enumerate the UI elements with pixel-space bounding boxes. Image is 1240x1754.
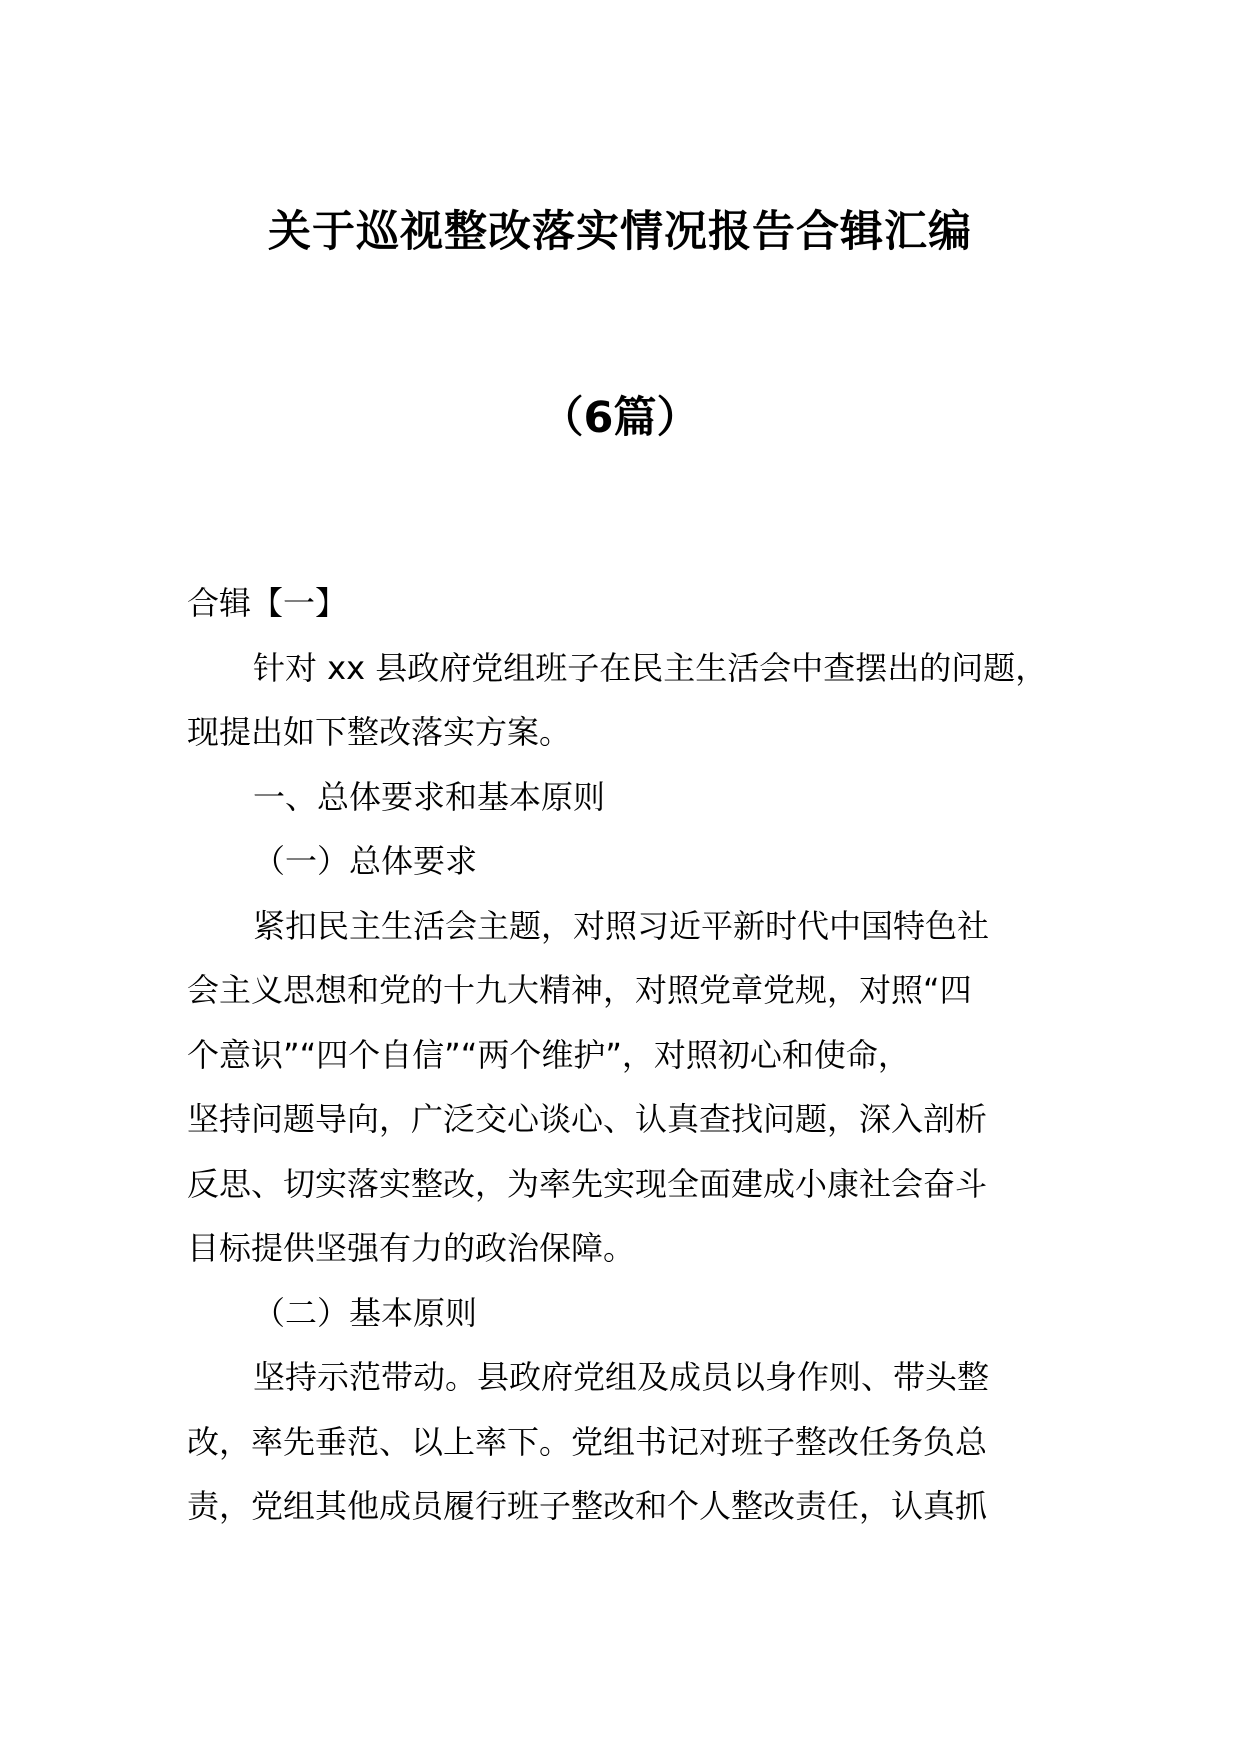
paragraph-line: 目标提供坚强有力的政治保障。 (187, 1229, 636, 1267)
paragraph-line: 紧扣民主生活会主题，对照习近平新时代中国特色社 (253, 906, 990, 945)
paragraph-line: 现提出如下整改落实方案。 (187, 713, 572, 751)
document-body (187, 571, 1067, 1539)
paragraph-line: 坚持示范带动。县政府党组及成员以身作则、带头整 (253, 1358, 990, 1396)
paragraph-line: 针对 xx 县政府党组班子在民主生活会中查摆出的问题， (253, 648, 1048, 687)
heading-level-2: （二）基本原则 (253, 1293, 478, 1332)
paragraph-line: 坚持问题导向，广泛交心谈心、认真查找问题，深入剖析 (187, 1100, 988, 1138)
paragraph-line: 会主义思想和党的十九大精神，对照党章党规，对照“四 (187, 971, 972, 1009)
paragraph-line: 个意识”“四个自信”“两个维护”，对照初心和使命， (187, 1035, 910, 1074)
heading-level-2: （一）总体要求 (253, 842, 478, 880)
document-subtitle: （6篇） (540, 393, 700, 443)
paragraph-line: 责，党组其他成员履行班子整改和个人整改责任，认真抓 (187, 1487, 988, 1525)
section-label: 合辑【一】 (187, 584, 348, 622)
paragraph-line: 改，率先垂范、以上率下。党组书记对班子整改任务负总 (187, 1422, 988, 1461)
paragraph-line: 反思、切实落实整改，为率先实现全面建成小康社会奋斗 (187, 1164, 988, 1203)
document-title: 关于巡视整改落实情况报告合辑汇编 (268, 207, 972, 257)
heading-level-1: 一、总体要求和基本原则 (253, 777, 606, 816)
